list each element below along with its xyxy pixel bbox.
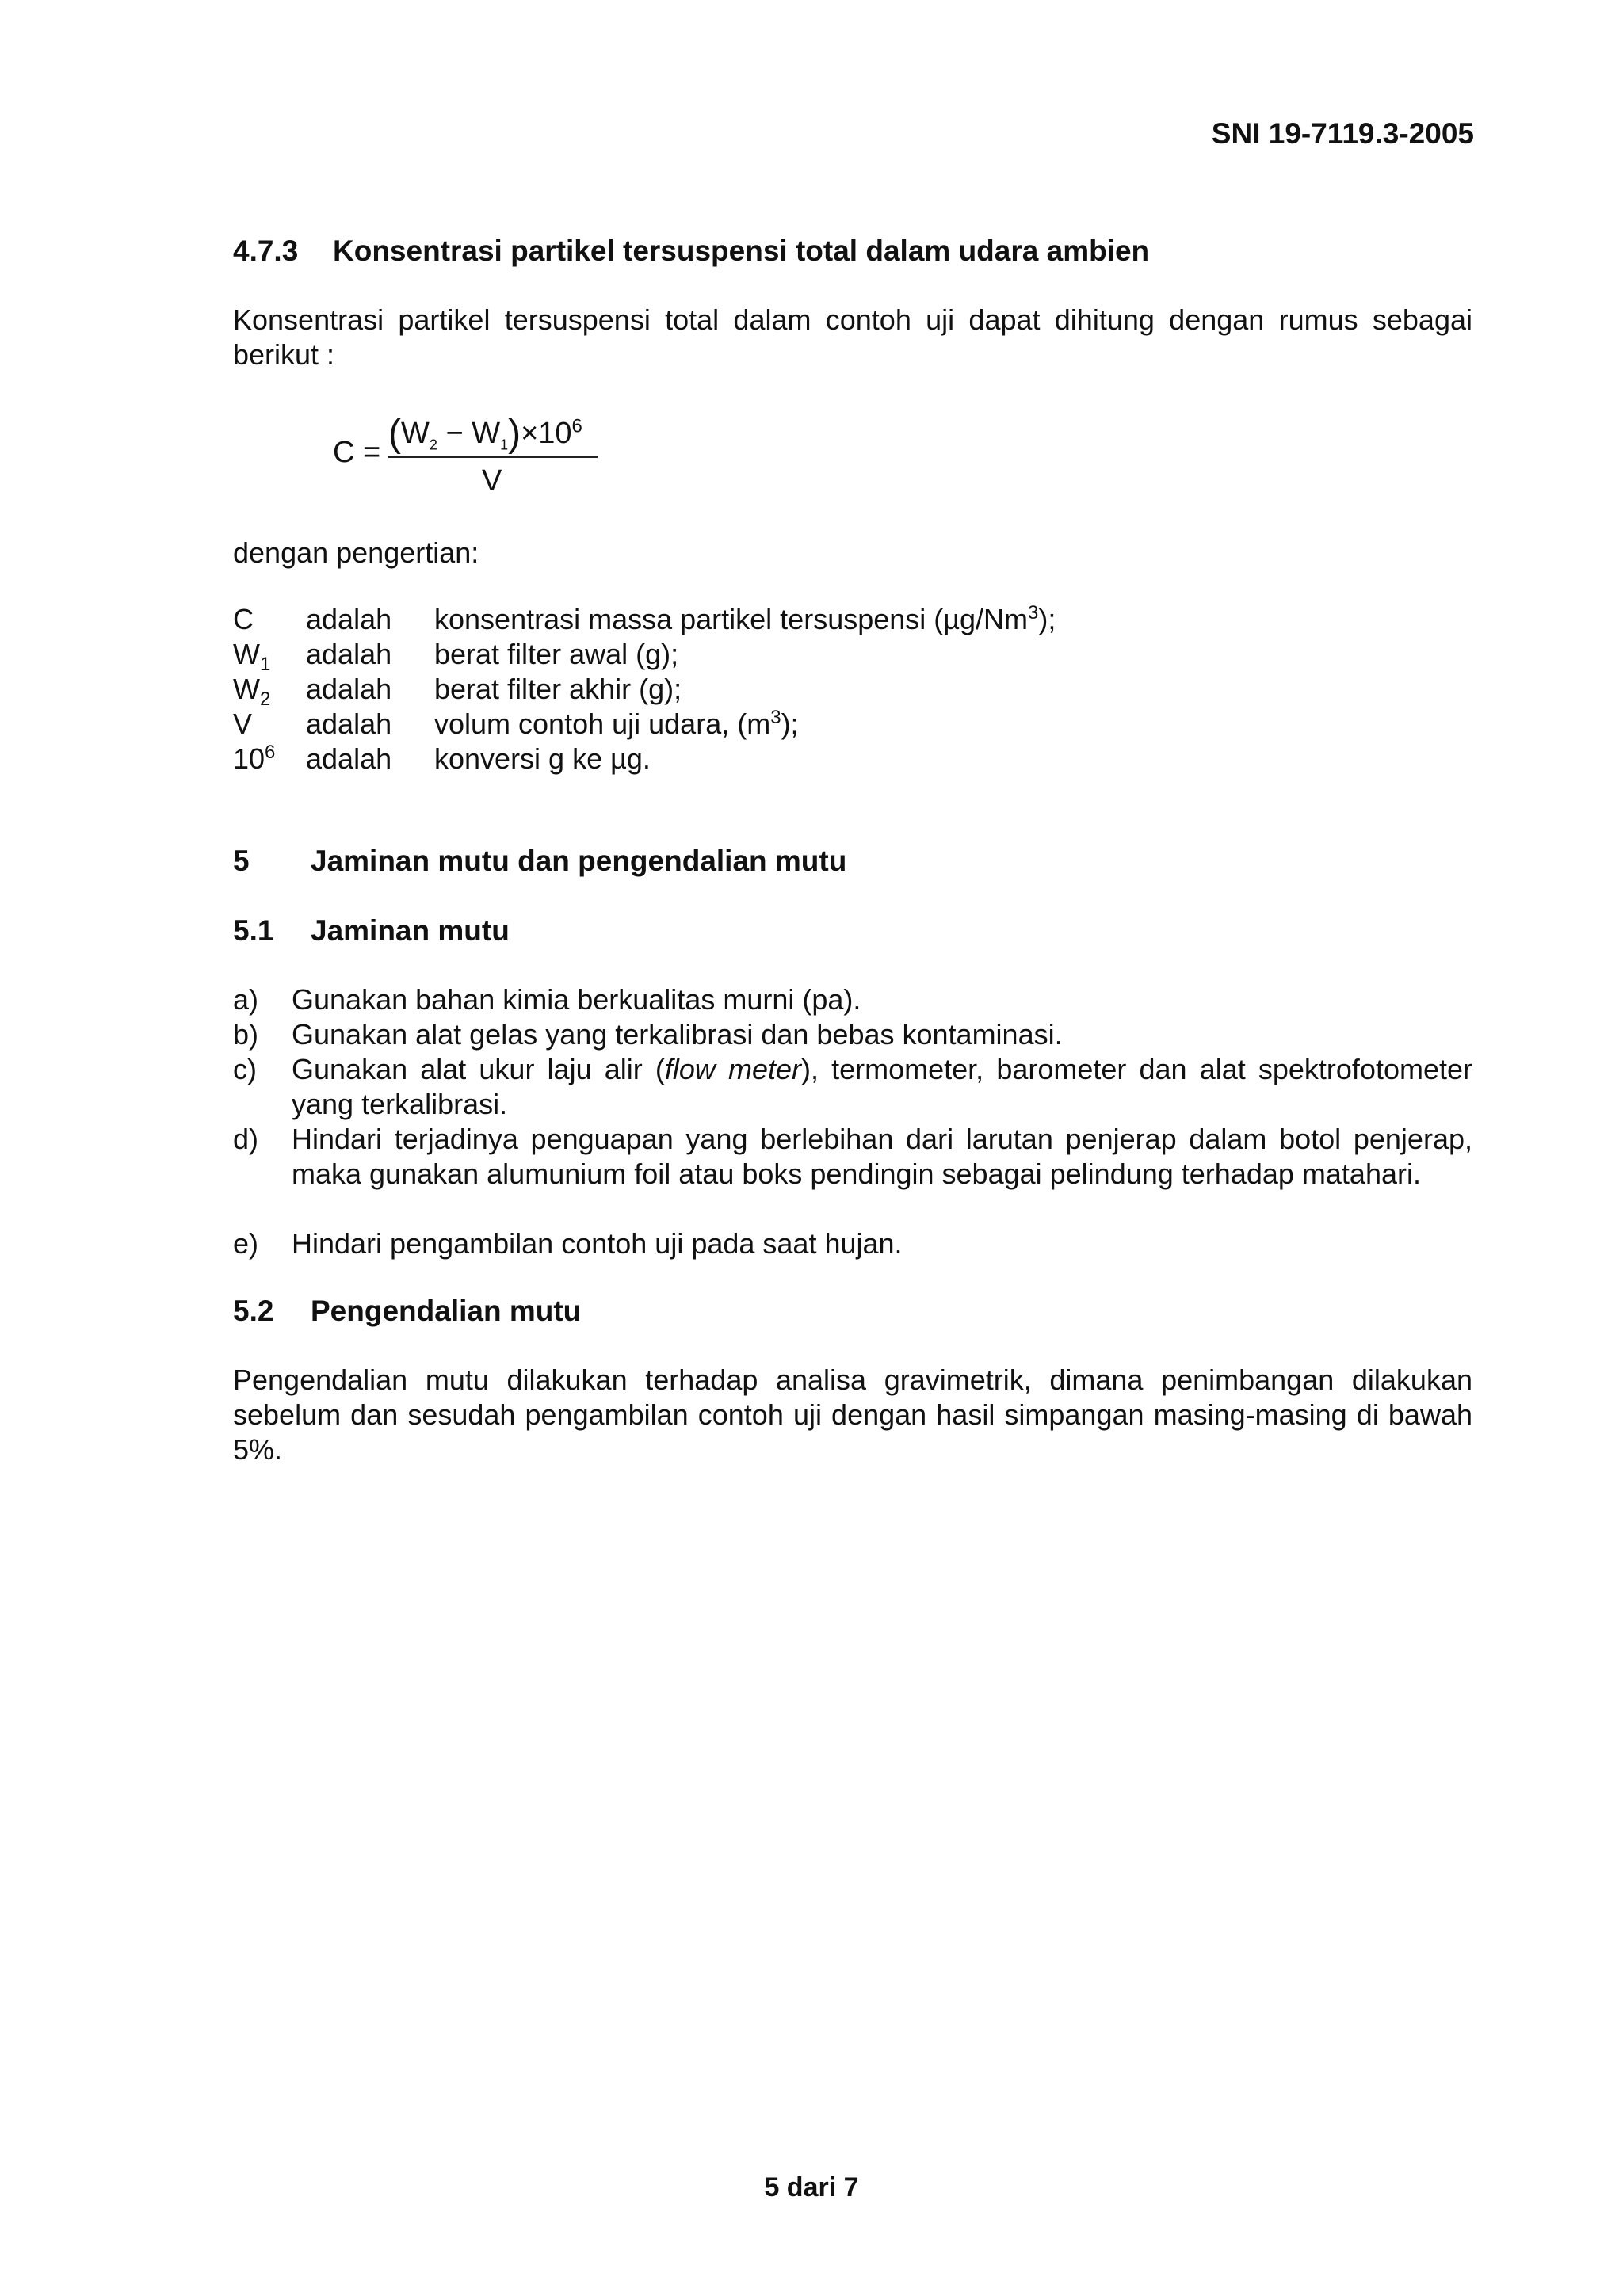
section-heading-5-2: [233, 1295, 1472, 1329]
list-item: d) Hindari terjadinya penguapan yang berlebihan dari larutan penjerap dalam botol penjerap, maka gunakan alumunium foil atau boks pendingin sebagai pelindung terhadap matahari.: [233, 1123, 1472, 1190]
page-number: 5 dari 7: [764, 2172, 859, 2203]
formula: [333, 412, 618, 507]
definitions-intro: dengan pengertian:: [233, 536, 479, 569]
list-item: a) Gunakan bahan kimia berkualitas murni (pa).: [233, 983, 861, 1016]
document-page: SNI 19-7119.3-2005 4.7.3 Konsentrasi partikel tersuspensi total dalam udara ambien Konsentrasi partikel tersuspensi total dalam contoh uji dapat dihitung dengan rumus sebagai berikut : C = $(W_2 - W_1)\times 10^6$ V dengan pengertian: C adalah konsentrasi massa partikel tersuspensi (µg/Nm$^3$); $W_1$ adalah berat filter awal (g); $W_2$ adalah berat filter akhir (g); V adalah volum contoh uji udara, $(m^3)$; $10^6$ adalah konversi g ke µg. 5 Jaminan mutu dan pengendalian mutu 5.1 Jaminan mutu a) Gunakan bahan kimia berkualitas murni (pa). b) Gunakan alat gelas yang terkalibrasi dan bebas kontaminasi. c) Gunakan alat ukur laju alir (flow meter), termometer, barometer dan alat spektrofotometer yang terkalibrasi. d) Hindari terjadinya penguapan yang berlebihan dari larutan penjerap dalam botol penjerap, maka gunakan alumunium foil atau boks pendingin sebagai pelindung terhadap matahari. e) Hindari pengambilan contoh uji pada saat hujan. 5.2 Pengendalian mutu Pengendalian mutu dilakukan terhadap analisa gravimetrik, dimana penimbangan dilakukan sebelum dan sesudah pengambilan contoh uji dengan hasil simpangan masing-masing di bawah 5%. 5 dari 7: [0, 0, 1623, 2296]
section-title: Pengendalian mutu: [311, 1295, 582, 1327]
formula-denominator: V: [482, 464, 502, 498]
list-item: e) Hindari pengambilan contoh uji pada saat hujan.: [233, 1227, 903, 1260]
section-title: Jaminan mutu: [311, 914, 510, 947]
formula-numerator: $(W_2 - W_1)\times 10^6$: [388, 413, 582, 455]
fraction-bar: [388, 456, 598, 458]
section-number: 5: [233, 845, 250, 877]
section-number: 4.7.3: [233, 235, 299, 267]
section-number: 5.2: [233, 1295, 274, 1327]
list-item: c) Gunakan alat ukur laju alir (flow meter), termometer, barometer dan alat spektrofotometer yang terkalibrasi.: [233, 1053, 1472, 1120]
section-title: Jaminan mutu dan pengendalian mutu: [311, 845, 847, 877]
section-5-2-paragraph: Pengendalian mutu dilakukan terhadap analisa gravimetrik, dimana penimbangan dilakukan sebelum dan sesudah pengambilan contoh uji dengan hasil simpangan masing-masing di bawah 5%.: [233, 1363, 1472, 1466]
section-heading-5: [233, 845, 1472, 879]
formula-lhs: C =: [333, 436, 381, 469]
section-heading-5-1: [233, 914, 1472, 949]
section-title: Konsentrasi partikel tersuspensi total dalam udara ambien: [333, 235, 1150, 267]
section-number: 5.1: [233, 914, 274, 947]
section-heading-4-7-3: [233, 235, 1472, 269]
document-code: SNI 19-7119.3-2005: [1211, 117, 1474, 150]
intro-paragraph: Konsentrasi partikel tersuspensi total dalam contoh uji dapat dihitung dengan rumus sebagai berikut :: [233, 303, 1472, 371]
list-item: b) Gunakan alat gelas yang terkalibrasi dan bebas kontaminasi.: [233, 1018, 1063, 1051]
